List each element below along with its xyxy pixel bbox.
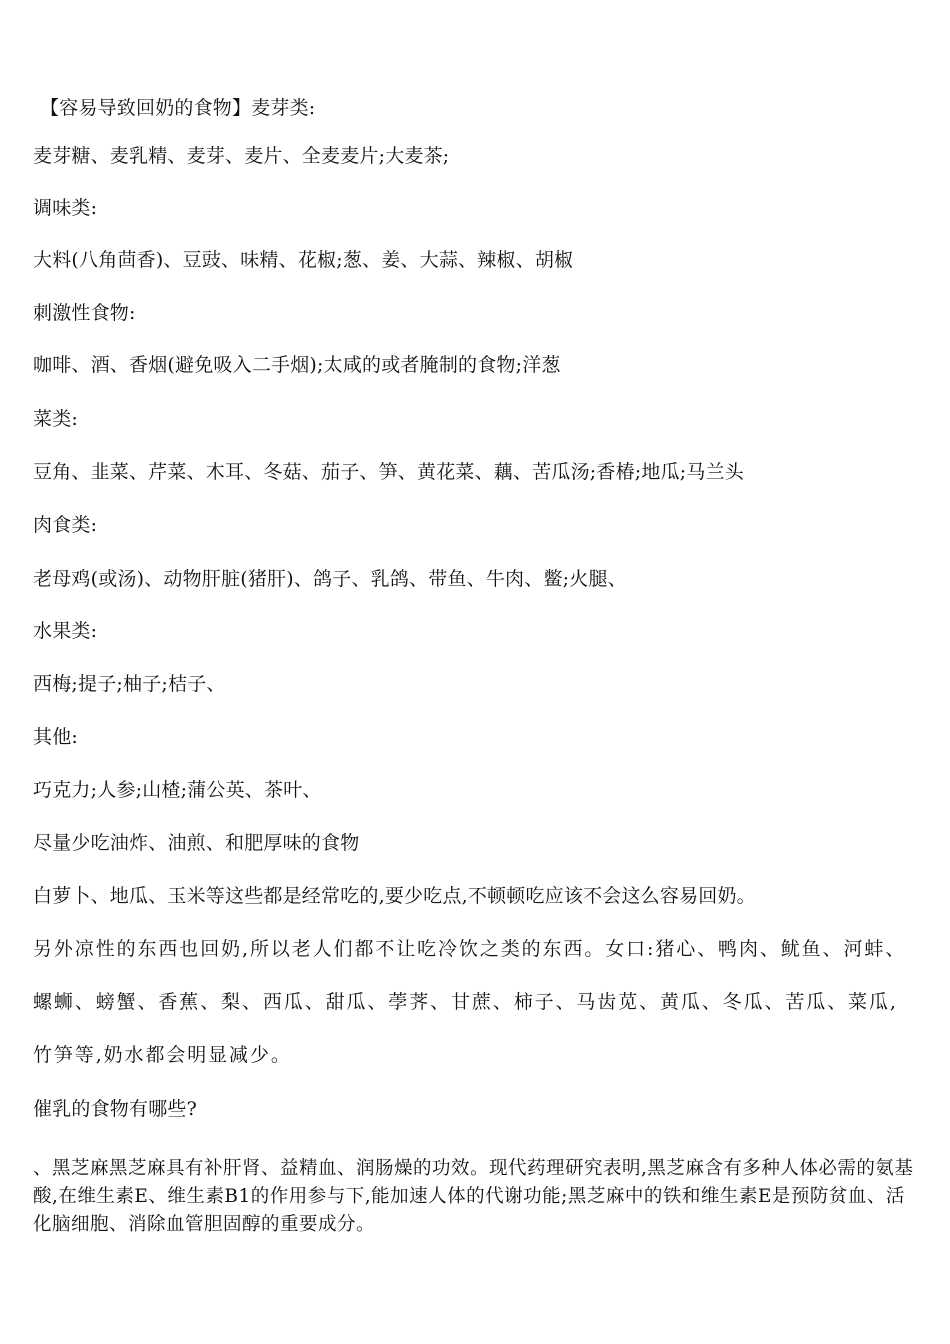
common-food-advice: 白萝卜、地瓜、玉米等这些都是经常吃的,要少吃点,不顿顿吃应该不会这么容易回奶。 bbox=[33, 885, 756, 907]
vegetables-list: 豆角、韭菜、芹菜、木耳、冬菇、茄子、笋、黄花菜、藕、苦瓜汤;香椿;地瓜;马兰头 bbox=[33, 461, 745, 483]
seasoning-list: 大料(八角茴香)、豆豉、味精、花椒;葱、姜、大蒜、辣椒、胡椒 bbox=[33, 249, 574, 271]
heading-milk-reducing-foods-malt: 【容易导致回奶的食物】麦芽类: bbox=[40, 97, 316, 119]
category-irritant-foods: 刺激性食物: bbox=[33, 302, 136, 324]
other-list: 巧克力;人参;山楂;蒲公英、茶叶、 bbox=[33, 779, 322, 801]
malt-foods-list: 麦芽糖、麦乳精、麦芽、麦片、全麦麦片;大麦茶; bbox=[33, 145, 450, 167]
category-vegetables: 菜类: bbox=[33, 408, 79, 430]
meat-list: 老母鸡(或汤)、动物肝脏(猪肝)、鸽子、乳鸽、带鱼、牛肉、鳖;火腿、 bbox=[33, 568, 627, 590]
category-meat: 肉食类: bbox=[33, 514, 98, 536]
fruit-list: 西梅;提子;柚子;桔子、 bbox=[33, 673, 226, 695]
irritant-foods-list: 咖啡、酒、香烟(避免吸入二手烟);太咸的或者腌制的食物;洋葱 bbox=[33, 354, 561, 376]
category-other: 其他: bbox=[33, 726, 79, 748]
black-sesame-paragraph: 、黑芝麻黑芝麻具有补肝肾、益精血、润肠燥的功效。现代药理研究表明,黑芝麻含有多种人体必需的氨基酸,在维生素E、维生素B1的作用参与下,能加速人体的代谢功能;黑芝麻中的铁和维生素E是预防贫血、活化脑细胞、消除血管胆固醇的重要成分。 bbox=[33, 1158, 914, 1235]
category-fruit: 水果类: bbox=[33, 620, 98, 642]
fried-food-advice: 尽量少吃油炸、油煎、和肥厚味的食物 bbox=[33, 832, 360, 854]
category-seasoning: 调味类: bbox=[33, 197, 98, 219]
lactation-foods-question: 催乳的食物有哪些? bbox=[33, 1098, 197, 1120]
cold-food-paragraph: 另外凉性的东西也回奶,所以老人们都不让吃冷饮之类的东西。女口:猪心、鸭肉、鱿鱼、河蚌、螺蛳、螃蟹、香蕉、梨、西瓜、甜瓜、荸荠、甘蔗、柿子、马齿苋、黄瓜、冬瓜、苦瓜、菜瓜,竹笋等,奶水都会明显减少。 bbox=[33, 938, 907, 1066]
